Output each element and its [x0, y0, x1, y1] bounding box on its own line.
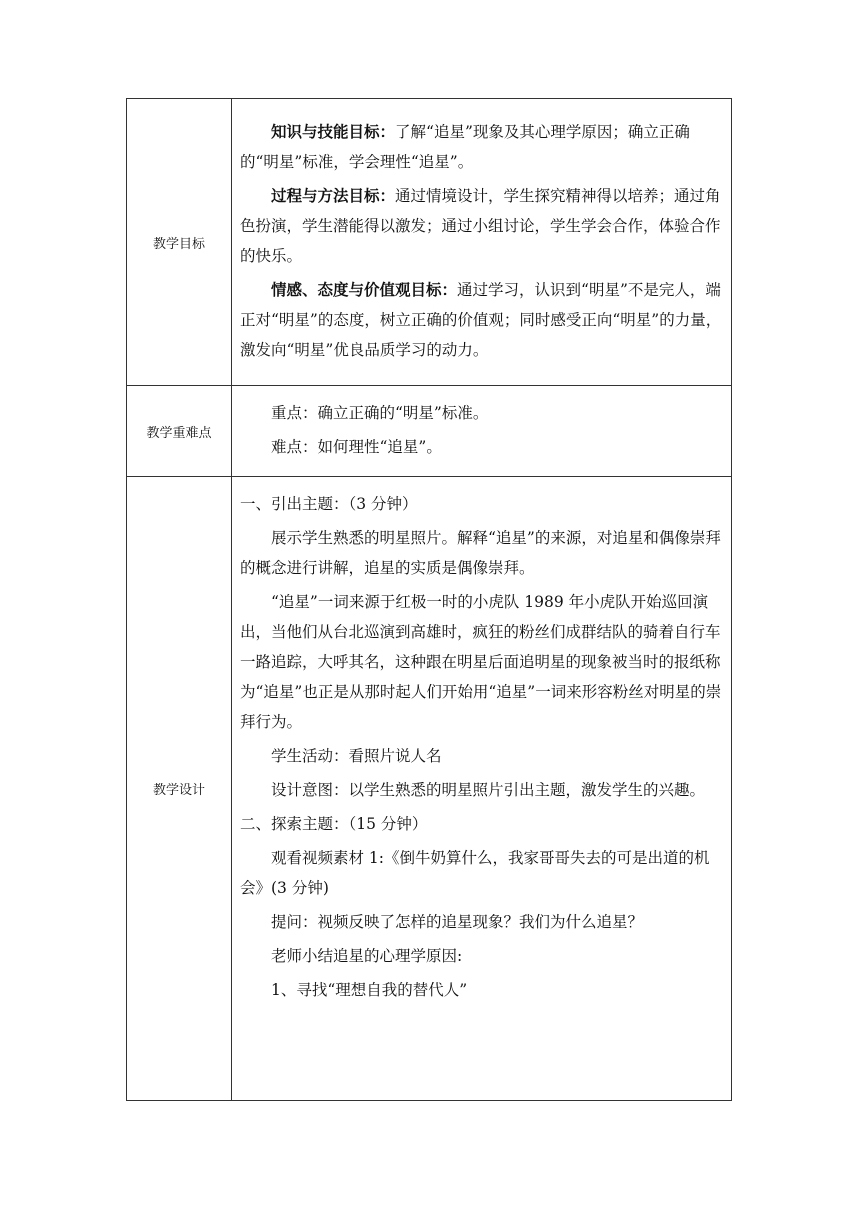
- key-points-label: 教学重难点: [127, 386, 232, 477]
- design-label: 教学设计: [127, 477, 232, 1101]
- difficulty-point: 难点：如何理性“追星”。: [271, 438, 442, 456]
- section2-item-1: 1、寻找“理想自我的替代人”: [271, 981, 468, 999]
- objectives-content: [232, 99, 732, 386]
- design-row: [127, 477, 732, 1101]
- section1-title: 一、引出主题：（3 分钟）: [240, 495, 418, 513]
- objectives-label: 教学目标: [127, 99, 232, 386]
- focus-point: 重点：确立正确的“明星”标准。: [271, 404, 489, 422]
- section1-intent: 设计意图：以学生熟悉的明星照片引出主题，激发学生的兴趣。: [271, 781, 706, 799]
- key-points-content: [232, 386, 732, 477]
- process-method-goal: 过程与方法目标：通过情境设计，学生探究精神得以培养；通过角色扮演，学生潜能得以激发；通过小组讨论，学生学会合作，体验合作的快乐。: [240, 186, 721, 265]
- knowledge-skill-goal: 知识与技能目标：了解“追星”现象及其心理学原因；确立正确的“明星”标准，学会理性“追星”。: [240, 122, 690, 171]
- section1-paragraph-2: “追星”一词来源于红极一时的小虎队 1989 年小虎队开始巡回演出，当他们从台北巡演到高雄时，疯狂的粉丝们成群结队的骑着自行车一路追踪，大呼其名，这种跟在明星后面追明星的现象被当时的报纸称为“追星”也正是从那时起人们开始用“追星”一词来形容粉丝对明星的崇拜行为。: [240, 593, 722, 731]
- lesson-plan-table: [126, 98, 732, 1101]
- design-content: [232, 477, 732, 1101]
- emotion-value-goal: 情感、态度与价值观目标：通过学习，认识到“明星”不是完人，端正对“明星”的态度，树立正确的价值观；同时感受正向“明星”的力量，激发向“明星”优良品质学习的动力。: [240, 280, 722, 359]
- section1-activity: 学生活动：看照片说人名: [271, 747, 442, 765]
- key-points-row: [127, 386, 732, 477]
- section2-title: 二、探索主题：（15 分钟）: [240, 815, 428, 833]
- section2-summary: 老师小结追星的心理学原因:: [271, 947, 463, 965]
- section2-question: 提问：视频反映了怎样的追星现象？我们为什么追星？: [271, 913, 644, 931]
- section2-video: 观看视频素材 1:《倒牛奶算什么，我家哥哥失去的可是出道的机会》(3 分钟): [240, 849, 710, 897]
- objectives-row: [127, 99, 732, 386]
- section1-paragraph-1: 展示学生熟悉的明星照片。解释“追星”的来源，对追星和偶像崇拜的概念进行讲解，追星的实质是偶像崇拜。: [240, 529, 721, 577]
